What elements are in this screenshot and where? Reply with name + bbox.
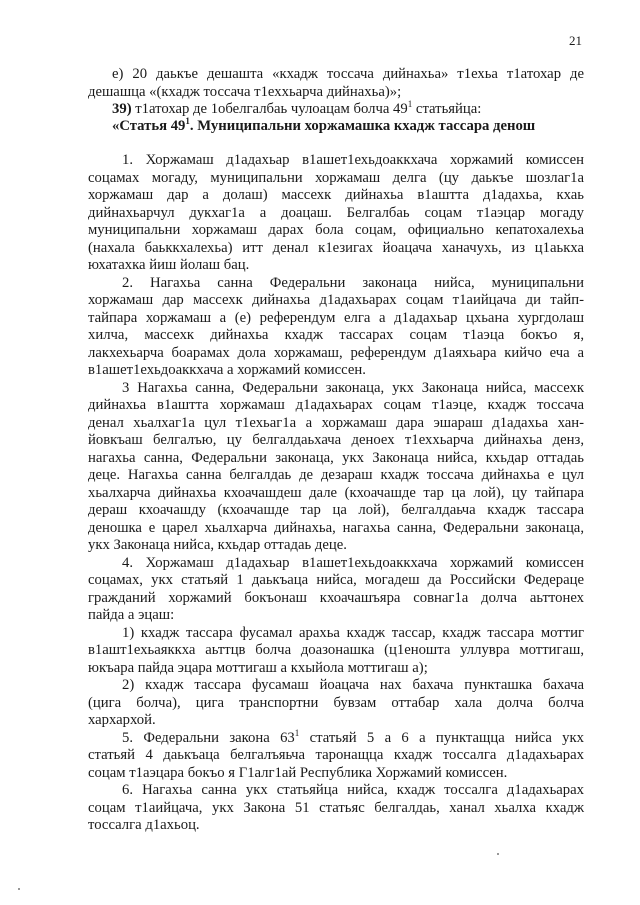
line-text: деношка е царел хьалхарча дийнахьа, нагахьа санна, Федеральни законаца, [88, 520, 584, 536]
line-text: юкъара пайда эцара моттигаш а кхыйола моттигаш а); [88, 660, 428, 676]
text-line [88, 782, 584, 799]
text-line [88, 222, 584, 239]
text-line [88, 292, 584, 309]
line-text: нагахьа санна, Федеральни законаца, укх Законаца нийса, кхьдар оттадаь [88, 450, 584, 466]
line-text: соцамах, укх статьяй 1 даькъаца нийса, могадеш да Российски Федераце [88, 572, 584, 588]
text-line [88, 275, 584, 292]
line-text: е) 20 даькъе дешашта «кхадж тоссача дийнахьа» т1ехьа т1атохар де [112, 66, 584, 82]
text-line [88, 572, 584, 589]
text-line [88, 712, 584, 729]
superscript: 1 [407, 99, 413, 110]
line-text: 5. Федеральни закона 63 [122, 730, 295, 746]
text-line [88, 152, 584, 169]
text-line [88, 555, 584, 572]
text-line [88, 310, 584, 327]
line-text: (нахала баьккхалехьа) итт денал к1езигах йоацача ханачухь, из ц1аькха [88, 240, 584, 256]
line-text: 6. Нагахьа санна укх статьяйца нийса, кхадж тоссалга д1адахьарах [122, 782, 584, 798]
line-text: 2. Нагахьа санна Федеральни законаца нийса, муниципальни [122, 275, 584, 291]
line-text: гражданий хоржамий бокъонаш кхоачашъяра совнаг1а долча аьттонех [88, 590, 584, 606]
text-line [88, 118, 584, 135]
page-number: 21 [569, 33, 582, 48]
superscript: 1 [294, 728, 300, 739]
text-line [88, 817, 584, 834]
text-line [88, 84, 584, 101]
text-line [88, 450, 584, 467]
text-line [88, 677, 584, 694]
text-line [88, 765, 584, 782]
text-line [88, 590, 584, 607]
text-line [88, 467, 584, 484]
text-line [88, 642, 584, 659]
line-text: 4. Хоржамаш д1адахьар в1ашет1ехьдоаккхача хоржамий комиссен [122, 555, 584, 571]
text-line [88, 205, 584, 222]
line-text: в1ашет1ехьдоаккхача а хоржамий комиссен. [88, 362, 366, 378]
line-text: дийнахьа в1аштта хоржамаш д1адахьарах соцам т1аэце, кхадж тоссача [88, 397, 584, 413]
line-text: 1. Хоржамаш д1адахьар в1ашет1ехьдоаккхача хоржамий комиссен [122, 152, 584, 168]
line-text: пайда а эцаш: [88, 607, 175, 623]
line-text: денал хьалхаг1а цул т1ехьаг1а а хоржамаш дара эшараш д1адахьа хан- [88, 415, 584, 431]
line-text: тайпара хоржамаш а (е) референдум елга а д1адахьар цхьана хургдолаш [88, 310, 584, 326]
line-text: дийнахьарчул дукхаг1а а доацаш. Белгалбаь соцам т1аэцар могаду [88, 205, 584, 221]
text-line [88, 66, 584, 83]
line-text-tail: статьяйца: [412, 101, 482, 117]
line-text: «Статья 49 [112, 118, 186, 134]
text-line [88, 730, 584, 747]
text-line [88, 485, 584, 502]
text-line [88, 432, 584, 449]
line-text: лакхехьарча боарамах дола хоржамаш, референдум д1аяхьара кийчо еча а [88, 345, 584, 361]
scan-speck [497, 853, 499, 855]
line-text: хоржамаш дар а долаш) массехк дийнахьа в1аштта д1адахьа, кхаь [88, 187, 584, 203]
text-line [88, 327, 584, 344]
line-text: соцамах могаду, муниципальни хоржамаш делга (цу даькъе шозлаг1а [88, 170, 584, 186]
text-line [88, 170, 584, 187]
text-line [88, 800, 584, 817]
line-text: 3 Нагахьа санна, Федеральни законаца, укх Законаца нийса, массехк [122, 380, 584, 396]
text-line [88, 362, 584, 379]
line-text: хоржамаш дар массехк дийнахьа д1адахьарах соцам т1аийцача ди тайп- [88, 292, 584, 308]
line-text: деце. Нагахьа санна белгалдаь де дезараш кхадж тоссача дийнахьа е цул [88, 467, 584, 483]
text-line [88, 380, 584, 397]
line-text: соцам т1аэцара бокъо я Г1алг1ай Республика Хоржамий комиссен. [88, 765, 508, 781]
text-line [88, 101, 584, 118]
line-text-tail: статьяй 5 а 6 а пунктащца нийса укх [299, 730, 584, 746]
text-line [88, 345, 584, 362]
line-text: дешашца «(кхадж тоссача т1еххьарча дийнахьа)»; [88, 84, 402, 100]
superscript: 1 [185, 116, 190, 127]
line-text: хьалхарча дийнахьа кхоачашдеш дале (кхоачашде тар ца лой), цу тайпара [88, 485, 584, 501]
text-line [88, 747, 584, 764]
line-text: муниципальни хоржамаш дарах бола соцам, официально кепатохалехьа [88, 222, 584, 238]
text-line [88, 537, 584, 554]
text-line [88, 695, 584, 712]
line-text: 1) кхадж тассара фусамал арахьа кхадж тассар, кхадж тассара моттиг [122, 625, 584, 641]
text-line [88, 607, 584, 624]
text-line [88, 520, 584, 537]
line-text-tail: . Муниципальни хоржамашка кхадж тассара денош [189, 118, 536, 134]
line-text: хилча, массехк дийнахьа кхадж тассарах соцам т1аэца бокъо я, [88, 327, 584, 343]
line-text: статьяй 4 даькъаца белгалъяьча таронащца кхадж тоссалга д1адахьарах [88, 747, 584, 763]
text-line [88, 660, 584, 677]
text-line [88, 397, 584, 414]
text-line [88, 415, 584, 432]
text-line [88, 625, 584, 642]
scan-speck [18, 888, 20, 890]
line-text: дераш кхоачашду (кхоачашде тар ца лой), белгалдаьча кхадж тассара [88, 502, 584, 518]
line-text: соцам т1аийцача, укх Закона 51 статьяс белгалдаь, ханал хьалха кхадж [88, 800, 584, 816]
text-line [88, 502, 584, 519]
line-text: в1ашт1ехьаяккха аьттцв болча доазонашка (ц1еношта уллувра моттигаш, [88, 642, 584, 658]
text-line [88, 187, 584, 204]
line-text: тоссалга д1ахьоц. [88, 817, 200, 833]
line-text: юхатахка йиш йолаш бац. [88, 257, 250, 273]
text-line [88, 257, 584, 274]
line-text: 2) кхадж тассара фусамаш йоацача нах бахача пункташка бахача [122, 677, 584, 693]
line-text: (цига болча), цига транспортни бувзам оттабар хала долча болча [88, 695, 584, 711]
line-text: йовкъаш белгалъю, цу белгалдаьхача деноех т1еххьарча дийнахьа денз, [88, 432, 584, 448]
line-text: хархархой. [88, 712, 156, 728]
line-text: укх Законаца нийса, кхьдар оттадаь деце. [88, 537, 347, 553]
line-text: т1атохар де 1обелгалбаь чулоацам болча 49 [131, 101, 408, 117]
text-line [88, 240, 584, 257]
item-number: 39) [112, 101, 132, 117]
